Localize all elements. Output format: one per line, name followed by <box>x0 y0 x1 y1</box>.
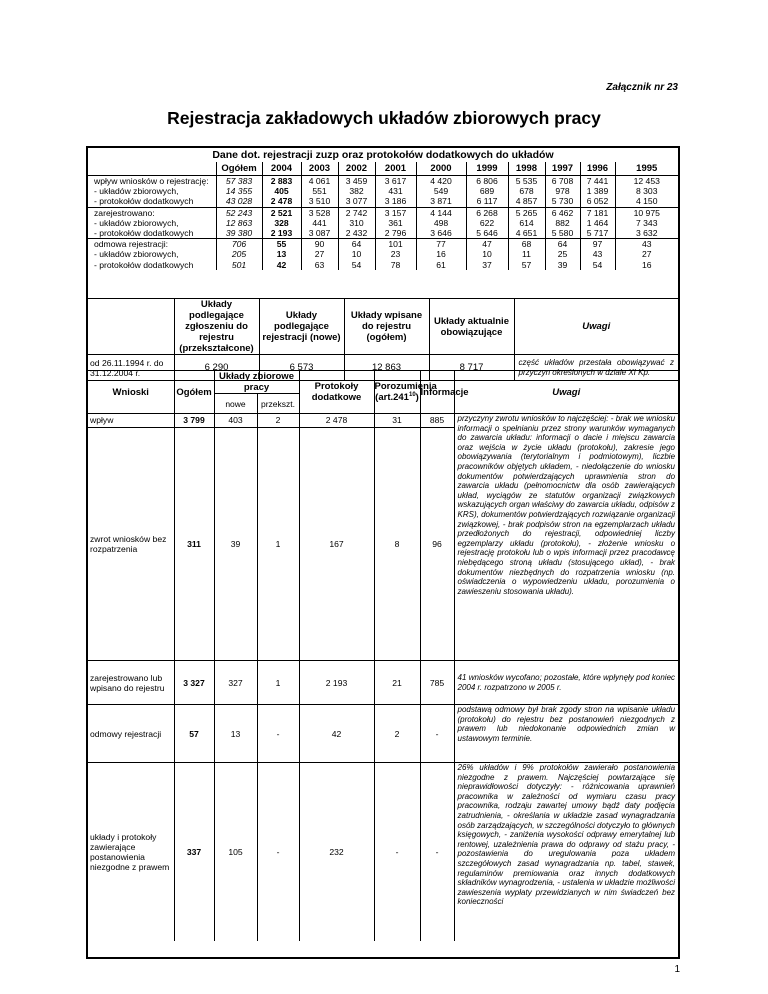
main-table-frame <box>86 146 680 959</box>
value-line: 7 181 <box>586 207 609 218</box>
value-line: 622 <box>479 217 495 228</box>
value-line: 431 <box>388 186 403 197</box>
value-line: 4 857 <box>515 196 538 207</box>
value-line: 501 <box>231 259 247 270</box>
value-line: 4 144 <box>430 207 452 218</box>
value-cell <box>375 176 416 208</box>
value-line: 4 061 <box>308 176 331 186</box>
row-label-line: - protokołów dodatkowych <box>94 228 194 239</box>
value-line: 12 453 <box>633 176 660 186</box>
row-label-line: - układów zbiorowych, <box>94 249 179 260</box>
column-header: 1997 <box>545 162 580 176</box>
page-number: 1 <box>674 964 680 975</box>
column-header: 2000 <box>416 162 466 176</box>
row-label-line: - układów zbiorowych, <box>94 217 179 228</box>
value-cell <box>301 207 338 239</box>
value-line: 3 510 <box>308 196 331 207</box>
value-cell <box>615 176 678 208</box>
row-label-line: odmowa rejestracji: <box>94 239 169 250</box>
value-line: 43 028 <box>225 196 253 207</box>
value-line: 64 <box>557 239 568 250</box>
applications-table <box>88 370 678 941</box>
header-registered: Układy wpisane do rejestru (ogółem) <box>344 299 429 355</box>
value-cell <box>508 239 545 270</box>
value-line: 6 708 <box>551 176 574 186</box>
value-cell <box>338 207 375 239</box>
value-line: 978 <box>555 186 570 197</box>
value-line: 310 <box>349 217 364 228</box>
value-line: 64 <box>351 239 362 250</box>
table-row <box>88 239 678 270</box>
header-remarks: Uwagi <box>514 299 678 355</box>
value-line: 61 <box>436 259 446 270</box>
column-header: 1996 <box>580 162 615 176</box>
value-line: 1 389 <box>586 186 609 197</box>
row-label-line: - układów zbiorowych, <box>94 186 179 197</box>
value-line: 5 717 <box>586 228 609 239</box>
value-line: 57 383 <box>225 176 253 186</box>
note-zarejestrowano: 41 wniosków wycofano; pozostałe, które wpłynęły pod koniec 2004 r. rozpatrzono w 2005 r. <box>454 661 678 705</box>
value-line: 27 <box>641 249 652 260</box>
value-line: 23 <box>390 249 401 260</box>
value-line: 54 <box>592 259 603 270</box>
header-wnioski: Wnioski <box>88 371 174 414</box>
value-line: 11 <box>522 249 531 260</box>
header-uklady: Układy zbiorowe pracy <box>214 371 299 394</box>
column-header: Ogółem <box>216 162 262 176</box>
value-cell <box>262 176 301 208</box>
value-line: 4 651 <box>515 228 538 239</box>
table-row: zwrot wniosków bez rozpatrzenia 311 39 1 167 8 96 <box>88 428 678 661</box>
value-line: 4 420 <box>430 176 452 186</box>
value-line: 77 <box>436 239 446 250</box>
column-header: 2001 <box>375 162 416 176</box>
value-line: 205 <box>231 249 247 260</box>
value-line: 43 <box>592 249 603 260</box>
value-cell <box>416 239 466 270</box>
column-header: 2002 <box>338 162 375 176</box>
value-line: 2 521 <box>270 207 293 218</box>
note-odmowy: podstawą odmowy był brak zgody stron na wpisanie układu (protokołu) do rejestru bez postanowień niezgodnych z prawem lub niedokonanie odpowiednich zmian w ustawowym terminie. <box>454 705 678 763</box>
header-informacje: Informacje <box>420 371 454 414</box>
value-line: 689 <box>479 186 495 197</box>
value-line: 3 077 <box>345 196 368 207</box>
value-cell <box>545 176 580 208</box>
value-line: 101 <box>388 239 403 250</box>
value-cell <box>375 207 416 239</box>
value-line: 5 580 <box>551 228 574 239</box>
value-line: 3 632 <box>635 228 658 239</box>
value-cell <box>508 176 545 208</box>
value-line: 5 730 <box>551 196 574 207</box>
value-cell <box>216 176 262 208</box>
value-line: 3 459 <box>345 176 368 186</box>
value-registered: 12 863 <box>344 355 429 381</box>
value-line: 27 <box>314 249 325 260</box>
value-line: 13 <box>276 249 287 260</box>
value-line: 6 117 <box>476 196 498 207</box>
column-header: 1995 <box>615 162 678 176</box>
value-line: 882 <box>555 217 570 228</box>
annex-label: Załącznik nr 23 <box>606 82 678 93</box>
row-label <box>88 239 216 270</box>
value-line: 25 <box>557 249 568 260</box>
value-line: 55 <box>276 239 287 250</box>
value-line: 6 806 <box>476 176 498 186</box>
value-cell <box>375 239 416 270</box>
column-header: 2004 <box>262 162 301 176</box>
value-cell <box>508 207 545 239</box>
value-line: 549 <box>433 186 449 197</box>
value-line: 6 052 <box>586 196 609 207</box>
table-row <box>88 207 678 239</box>
note-niezgodne: 26% układów i 9% protokołów zawierało postanowienia niezgodne z prawem. Najczęściej powtarzające się nieprawidłowości dotyczyły: - różnicowania uprawnień pracownika w zależności od wymiaru czasu pracy pracownika, rodzaju zawartej umowy bądź daty podjęcia zatrudnienia, - określania w układzie zasad wynagradzania osób zarządzających, w szczególności dotyczyło to głównych księgowych, - zaniżenia wysokości odprawy emerytalnej lub rentowej, uzależnienia prawa do odprawy od stażu pracy, - pozostawienia do uregulowania poza układem szczegółowych zasad wynagradzania np. tabel, stawek, regulaminów premiowania oraz innych dodatkowych składników wynagrodzenia, - ustalenia w układzie możliwości zawieszenia wypłaty przewidzianych w nim świadczeń bez konieczności <box>454 763 678 941</box>
value-line: 3 087 <box>308 228 331 239</box>
value-line: 2 796 <box>384 228 407 239</box>
value-line: 3 528 <box>308 207 331 218</box>
value-line: 706 <box>231 239 247 250</box>
value-line: 52 243 <box>225 207 253 218</box>
value-line: 7 343 <box>635 217 658 228</box>
value-cell <box>615 207 678 239</box>
column-header: 1999 <box>466 162 508 176</box>
value-cell <box>545 207 580 239</box>
value-line: 39 380 <box>225 228 253 239</box>
value-cell <box>416 207 466 239</box>
value-line: 37 <box>482 259 492 270</box>
row-label-header <box>88 162 216 176</box>
period-header-cell <box>88 299 174 355</box>
row-label-line: - protokołów dodatkowych <box>94 259 194 270</box>
value-cell <box>466 207 508 239</box>
agreements-summary-table <box>88 298 678 381</box>
value-cell <box>580 207 615 239</box>
value-line: 6 268 <box>476 207 498 218</box>
value-line: 2 478 <box>270 196 293 207</box>
value-cell <box>580 239 615 270</box>
remarks-note: część układów przestała obowiązywać z przyczyn określonych w dziale XI Kp. <box>514 355 678 381</box>
value-line: 47 <box>482 239 492 250</box>
section1-header: Dane dot. rejestracji zuzp oraz protokołów dodatkowych do układów <box>212 149 554 161</box>
value-converted: 6 290 <box>174 355 259 381</box>
value-in-force: 8 717 <box>429 355 514 381</box>
value-cell <box>216 239 262 270</box>
value-line: 3 157 <box>384 207 407 218</box>
value-line: 5 265 <box>515 207 538 218</box>
value-line: 54 <box>351 259 362 270</box>
value-line: 78 <box>390 259 401 270</box>
value-line: 42 <box>276 259 287 270</box>
value-line: 1 464 <box>586 217 609 228</box>
value-line: 10 975 <box>633 207 660 218</box>
row-label-line: zarejestrowano: <box>94 207 155 218</box>
value-cell <box>301 176 338 208</box>
header-new: Układy podlegające rejestracji (nowe) <box>259 299 344 355</box>
value-line: 10 <box>482 249 492 260</box>
row-label-line: - protokołów dodatkowych <box>94 196 194 207</box>
value-cell <box>615 239 678 270</box>
value-cell <box>262 207 301 239</box>
value-cell <box>262 239 301 270</box>
page-title: Rejestracja zakładowych układów zbiorowych pracy <box>167 108 601 128</box>
value-line: 2 883 <box>270 176 293 186</box>
value-line: 2 432 <box>345 228 368 239</box>
value-line: 328 <box>274 217 289 228</box>
value-line: 16 <box>436 249 446 260</box>
value-line: 4 150 <box>635 196 658 207</box>
value-line: 3 871 <box>430 196 452 207</box>
value-line: 3 617 <box>384 176 407 186</box>
value-line: 8 303 <box>635 186 658 197</box>
row-label <box>88 207 216 239</box>
value-line: 382 <box>349 186 364 197</box>
header-protokoly: Protokoły dodatkowe <box>299 371 374 414</box>
value-line: 551 <box>312 186 327 197</box>
value-line: 7 441 <box>586 176 609 186</box>
table-row: odmowy rejestracji 57 13 - 42 2 - podstawą odmowy był brak zgody stron na wpisanie układu (protokołu) do rejestru bez postanowień niezgodnych z prawem lub niedokonanie odpowiednich zmian w ustawowym terminie. <box>88 705 678 763</box>
note-zwrot: przyczyny zwrotu wniosków to najczęściej: - brak we wniosku informacji o spełnianiu przez strony warunków wymaganych do zawarcia układu: informacji o dacie i miejscu zawarcia oraz wejścia w życie układu (protokołu), zakresie jego obowiązywania (terytorialnym i podmiotowym), liczbie pracowników objętych układem, - niedołączenie do wniosku dokumentów potwierdzających uprawnienia stron do zawarcia układu (pełnomocnictw dla osób zawierających układ, wyciągów ze statutów organizacji związkowych wskazujących organ właściwy do zawarcia układu, odpisów z KRS), dokumentów potwierdzających rozwiązanie organizacji związkowej, - brak podpisów stron na egzemplarzach układu przedłożonych do rejestracji, odpowiedniej liczby egzemplarzy układu (protokołu), - złożenie wniosku o rejestrację protokołu lub o wpis informacji przez pracodawcę niebędącego stroną układu (stosującego układ), - brak dokumentów niezbędnych do rozpatrzenia wniosku (np. oświadczenia o wypowiedzeniu układu, porozumienia o zawieszeniu stosowania układu). <box>454 414 678 661</box>
value-cell <box>338 176 375 208</box>
value-line: 97 <box>592 239 603 250</box>
header-ogolem: Ogółem <box>174 371 214 414</box>
value-line: 3 646 <box>430 228 452 239</box>
value-line: 43 <box>641 239 652 250</box>
value-line: 6 462 <box>551 207 574 218</box>
header-nowe: nowe <box>214 394 257 414</box>
value-line: 614 <box>519 217 534 228</box>
column-header: 2003 <box>301 162 338 176</box>
table-row: wpływ 3 799 403 2 2 478 31 885 przyczyny zwrotu wniosków to najczęściej: - brak we wniosku informacji o spełnianiu przez strony warunków wymaganych do zawarcia układu: informacji o dacie i miejscu zawarcia oraz wejścia w życie układu (protokołu), zakresie jego obowiązywania (terytorialnym i podmiotowym), liczbie pracowników objętych układem, - niedołączenie do wniosku dokumentów potwierdzających uprawnienia stron do zawarcia układu (pełnomocnictw dla osób zawierających układ, wyciągów ze statutów organizacji związkowych wskazujących organ właściwy do zawarcia układu, odpisów z KRS), dokumentów potwierdzających rozwiązanie organizacji związkowej, - brak podpisów stron na egzemplarzach układu przedłożonych do rejestracji, odpowiedniej liczby egzemplarzy układu (protokołu), - złożenie wniosku o rejestrację protokołu lub o wpis informacji przez pracodawcę niebędącego stroną układu (stosującego układ), - brak dokumentów niezbędnych do rozpatrzenia wniosku (np. oświadczenia o wypowiedzeniu układu, porozumienia o zawieszeniu stosowania układu). <box>88 414 678 428</box>
registration-stats-table <box>88 162 678 270</box>
value-line: 14 355 <box>225 186 253 197</box>
value-line: 12 863 <box>225 217 253 228</box>
value-line: 498 <box>433 217 449 228</box>
value-line: 90 <box>314 239 325 250</box>
value-line: 678 <box>519 186 534 197</box>
value-line: 10 <box>351 249 362 260</box>
value-cell <box>466 239 508 270</box>
value-line: 63 <box>314 259 325 270</box>
header-przekszt: przekszt. <box>257 394 299 414</box>
header-uwagi: Uwagi <box>454 371 678 414</box>
value-line: 3 186 <box>384 196 407 207</box>
value-line: 5 535 <box>515 176 538 186</box>
value-line: 68 <box>521 239 532 250</box>
value-line: 39 <box>557 259 568 270</box>
value-line: 405 <box>274 186 289 197</box>
value-cell <box>301 239 338 270</box>
table-row: zarejestrowano lub wpisano do rejestru 3 327 327 1 2 193 21 785 41 wniosków wycofano; pozostałe, które wpłynęły pod koniec 2004 r. rozpatrzono w 2005 r. <box>88 661 678 705</box>
table-row <box>88 176 678 208</box>
row-label-line: wpływ wniosków o rejestrację: <box>94 176 209 186</box>
column-header: 1998 <box>508 162 545 176</box>
value-cell <box>338 239 375 270</box>
value-line: 2 193 <box>270 228 293 239</box>
value-line: 5 646 <box>476 228 498 239</box>
value-line: 57 <box>521 259 532 270</box>
value-cell <box>580 176 615 208</box>
table-row: układy i protokoły zawierające postanowienia niezgodne z prawem 337 105 - 232 - - 26% układów i 9% protokołów zawierało postanowienia niezgodne z prawem. Najczęściej powtarzające się nieprawidłowości dotyczyły: - różnicowania uprawnień pracownika w zależności od wymiaru czasu pracy pracownika, rodzaju zawartej umowy bądź daty podjęcia zatrudnienia, - określania w układzie zasad wynagradzania osób zarządzających, w szczególności dotyczyło to głównych księgowych, - zaniżenia wysokości odprawy emerytalnej lub rentowej, uzależnienia prawa do odprawy od stażu pracy, - pozostawienia do uregulowania poza układem szczegółowych zasad wynagradzania np. tabel, stawek, regulaminów premiowania oraz innych dodatkowych składników wynagrodzenia, - ustalenia w układzie możliwości zawieszenia wypłaty przewidzianych w nim świadczeń bez konieczności <box>88 763 678 941</box>
value-line: 16 <box>641 259 652 270</box>
value-new: 6 573 <box>259 355 344 381</box>
value-cell <box>466 176 508 208</box>
period-label: od 26.11.1994 r. do 31.12.2004 r. <box>88 355 174 381</box>
header-porozumienia: Porozumienia (art.241$^{10}$) <box>374 371 420 414</box>
header-in-force: Układy aktualnie obowiązujące <box>429 299 514 355</box>
value-line: 441 <box>312 217 327 228</box>
value-cell <box>545 239 580 270</box>
row-label <box>88 176 216 208</box>
value-line: 361 <box>388 217 403 228</box>
value-cell <box>416 176 466 208</box>
header-converted: Układy podlegające zgłoszeniu do rejestru (przekształcone) <box>174 299 259 355</box>
value-cell <box>216 207 262 239</box>
value-line: 2 742 <box>345 207 368 218</box>
